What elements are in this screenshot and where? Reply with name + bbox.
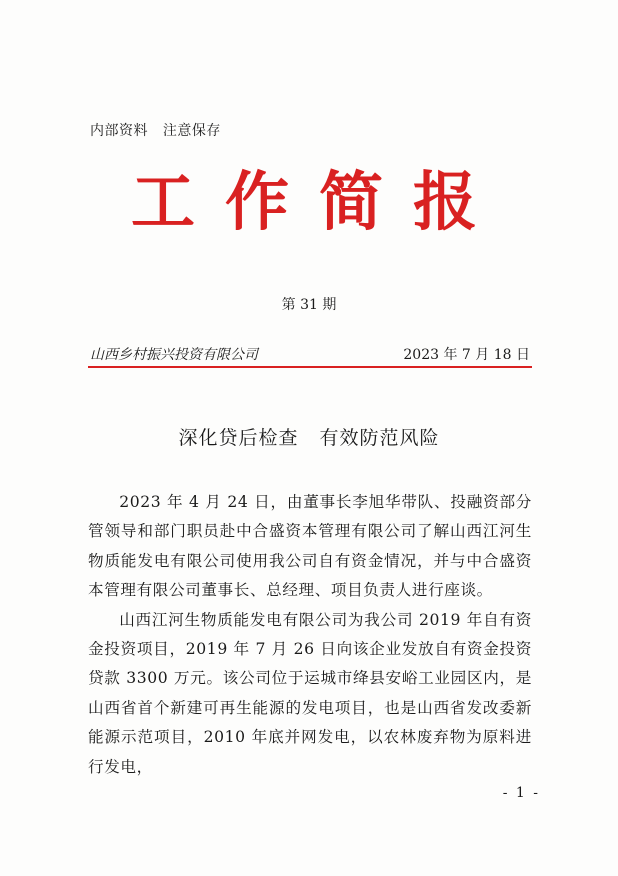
issuing-organization: 山西乡村振兴投资有限公司	[90, 347, 258, 363]
classification-label: 内部资料 注意保存	[90, 123, 221, 139]
red-divider	[88, 366, 532, 368]
masthead-title: 工作简报	[131, 165, 507, 240]
page-number: - 1 -	[502, 785, 540, 801]
article-body	[88, 488, 532, 782]
issuer-row	[90, 344, 530, 364]
article-paragraph: 2023 年 4 月 24 日，由董事长李旭华带队、投融资部分管领导和部门职员赴中合盛资本管理有限公司了解山西江河生物质能发电有限公司使用我公司自有资金情况，并与中合盛资本管理有限公司董事长、总经理、项目负责人进行座谈。	[88, 493, 532, 600]
article-paragraph: 山西江河生物质能发电有限公司为我公司 2019 年自有资金投资项目，2019 年 7 月 26 日向该企业发放自有资金投资贷款 3300 万元。该公司位于运城市绛县安峪工业园区内，是山西省首个新建可再生能源的发电项目，也是山西省发改委新能源示范项目，2010 年底并网发电，以农林废弃物为原料进行发电，	[88, 610, 532, 776]
issue-date: 2023 年 7 月 18 日	[403, 347, 530, 363]
issue-number: 第 31 期	[281, 297, 337, 313]
article-headline: 深化贷后检查 有效防范风险	[178, 427, 440, 449]
